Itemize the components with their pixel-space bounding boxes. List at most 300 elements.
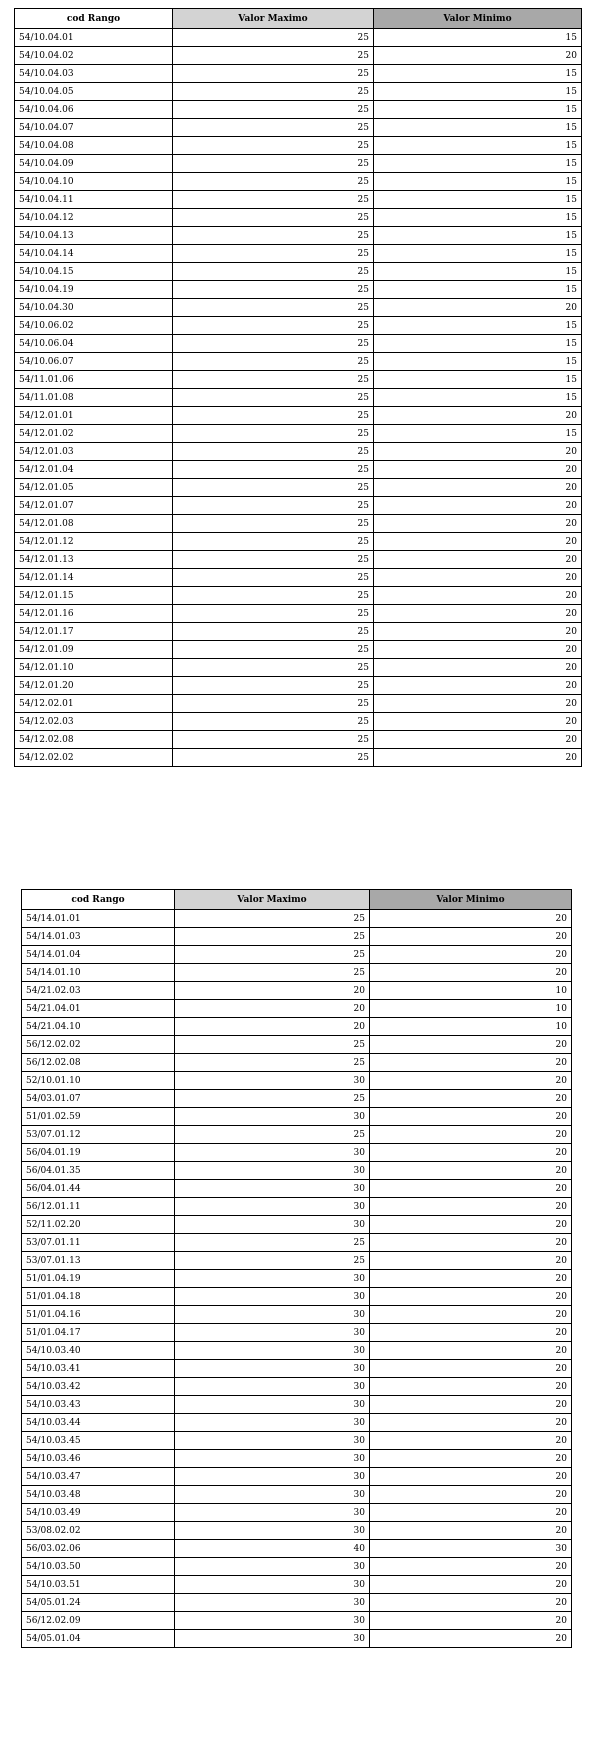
cell-cod-rango: 52/10.01.10 [22, 1072, 175, 1090]
cell-valor-minimo: 20 [370, 1216, 572, 1234]
cell-valor-minimo: 20 [370, 1360, 572, 1378]
cell-cod-rango: 54/11.01.06 [15, 371, 173, 389]
cell-valor-maximo: 30 [175, 1198, 370, 1216]
cell-valor-minimo: 20 [370, 1378, 572, 1396]
table-row [22, 1144, 572, 1162]
cell-valor-minimo: 20 [374, 749, 582, 767]
table-row [22, 1108, 572, 1126]
table-row [15, 479, 582, 497]
cell-cod-rango: 54/10.06.04 [15, 335, 173, 353]
table-row [15, 443, 582, 461]
cell-valor-maximo: 25 [173, 731, 374, 749]
cell-valor-maximo: 25 [175, 946, 370, 964]
table-row [22, 1000, 572, 1018]
range-table-bottom [21, 889, 572, 1648]
table-row [22, 1324, 572, 1342]
cell-valor-maximo: 30 [175, 1612, 370, 1630]
table-row [15, 587, 582, 605]
table-row [15, 245, 582, 263]
cell-valor-minimo: 20 [374, 299, 582, 317]
table-row [22, 1090, 572, 1108]
table-row [15, 101, 582, 119]
cell-valor-minimo: 20 [370, 1576, 572, 1594]
table-row [22, 1414, 572, 1432]
cell-cod-rango: 54/10.04.02 [15, 47, 173, 65]
cell-valor-maximo: 30 [175, 1360, 370, 1378]
cell-valor-minimo: 20 [370, 1486, 572, 1504]
cell-cod-rango: 54/10.03.40 [22, 1342, 175, 1360]
table-row [22, 1270, 572, 1288]
table-row [22, 1252, 572, 1270]
cell-valor-minimo: 20 [370, 1252, 572, 1270]
cell-valor-minimo: 20 [370, 1450, 572, 1468]
table-row [15, 299, 582, 317]
cell-cod-rango: 54/12.01.17 [15, 623, 173, 641]
cell-cod-rango: 54/14.01.10 [22, 964, 175, 982]
cell-valor-maximo: 30 [175, 1414, 370, 1432]
table-row [22, 1468, 572, 1486]
cell-valor-maximo: 25 [173, 317, 374, 335]
cell-cod-rango: 54/10.04.15 [15, 263, 173, 281]
cell-valor-minimo: 20 [370, 1036, 572, 1054]
table-row [15, 29, 582, 47]
cell-valor-maximo: 25 [173, 569, 374, 587]
cell-valor-minimo: 20 [370, 1090, 572, 1108]
cell-valor-minimo: 20 [370, 1396, 572, 1414]
cell-cod-rango: 54/10.04.11 [15, 191, 173, 209]
cell-valor-minimo: 20 [374, 731, 582, 749]
table-row [22, 1540, 572, 1558]
cell-valor-maximo: 25 [175, 910, 370, 928]
cell-valor-maximo: 20 [175, 982, 370, 1000]
table-row [22, 982, 572, 1000]
table-row [15, 47, 582, 65]
cell-valor-minimo: 15 [374, 425, 582, 443]
cell-cod-rango: 54/10.04.09 [15, 155, 173, 173]
cell-valor-minimo: 20 [374, 713, 582, 731]
cell-valor-minimo: 15 [374, 29, 582, 47]
table-row [22, 1036, 572, 1054]
cell-valor-maximo: 25 [173, 263, 374, 281]
cell-cod-rango: 54/10.04.14 [15, 245, 173, 263]
cell-valor-maximo: 30 [175, 1306, 370, 1324]
header-valor-maximo: Valor Maximo [173, 9, 374, 29]
cell-cod-rango: 54/12.01.04 [15, 461, 173, 479]
table-row [22, 1450, 572, 1468]
cell-cod-rango: 54/12.01.14 [15, 569, 173, 587]
cell-cod-rango: 54/10.03.43 [22, 1396, 175, 1414]
table-row [22, 1612, 572, 1630]
cell-valor-maximo: 25 [173, 191, 374, 209]
table-row [22, 1126, 572, 1144]
cell-valor-minimo: 20 [370, 1180, 572, 1198]
cell-valor-maximo: 25 [173, 695, 374, 713]
cell-valor-maximo: 30 [175, 1342, 370, 1360]
cell-cod-rango: 54/10.03.47 [22, 1468, 175, 1486]
cell-valor-minimo: 15 [374, 263, 582, 281]
table-row [22, 1234, 572, 1252]
cell-cod-rango: 54/10.04.12 [15, 209, 173, 227]
cell-cod-rango: 54/10.04.13 [15, 227, 173, 245]
cell-cod-rango: 51/01.04.19 [22, 1270, 175, 1288]
cell-cod-rango: 54/21.04.01 [22, 1000, 175, 1018]
cell-valor-maximo: 30 [175, 1162, 370, 1180]
table-row [15, 335, 582, 353]
cell-valor-maximo: 30 [175, 1072, 370, 1090]
table-header-row [15, 9, 582, 29]
cell-valor-maximo: 25 [173, 137, 374, 155]
cell-valor-minimo: 20 [370, 1288, 572, 1306]
cell-cod-rango: 54/11.01.08 [15, 389, 173, 407]
cell-valor-maximo: 25 [175, 1252, 370, 1270]
table-body [22, 910, 572, 1648]
cell-valor-minimo: 20 [370, 1270, 572, 1288]
cell-valor-maximo: 25 [173, 371, 374, 389]
table-row [15, 497, 582, 515]
cell-valor-maximo: 30 [175, 1288, 370, 1306]
cell-valor-minimo: 20 [374, 623, 582, 641]
cell-valor-maximo: 25 [173, 623, 374, 641]
cell-valor-maximo: 25 [173, 425, 374, 443]
cell-valor-minimo: 20 [370, 928, 572, 946]
cell-valor-minimo: 20 [374, 677, 582, 695]
cell-valor-minimo: 20 [370, 1072, 572, 1090]
table-row [15, 749, 582, 767]
table-row [15, 137, 582, 155]
table-row [15, 263, 582, 281]
table-row [15, 731, 582, 749]
table-row [15, 533, 582, 551]
header-valor-maximo: Valor Maximo [175, 890, 370, 910]
table-row [22, 910, 572, 928]
cell-valor-maximo: 25 [173, 353, 374, 371]
cell-valor-minimo: 15 [374, 101, 582, 119]
table-row [15, 227, 582, 245]
cell-valor-maximo: 25 [173, 479, 374, 497]
cell-valor-minimo: 20 [374, 695, 582, 713]
cell-valor-maximo: 25 [173, 227, 374, 245]
cell-cod-rango: 56/04.01.44 [22, 1180, 175, 1198]
cell-cod-rango: 54/10.06.02 [15, 317, 173, 335]
cell-valor-minimo: 20 [374, 587, 582, 605]
cell-cod-rango: 54/12.01.15 [15, 587, 173, 605]
cell-valor-maximo: 25 [173, 641, 374, 659]
cell-valor-maximo: 30 [175, 1270, 370, 1288]
table-row [22, 1288, 572, 1306]
cell-valor-maximo: 25 [173, 281, 374, 299]
cell-valor-maximo: 30 [175, 1558, 370, 1576]
cell-valor-maximo: 25 [173, 101, 374, 119]
table-row [15, 695, 582, 713]
cell-valor-minimo: 20 [374, 479, 582, 497]
cell-cod-rango: 54/10.04.30 [15, 299, 173, 317]
cell-valor-maximo: 25 [175, 964, 370, 982]
cell-cod-rango: 56/04.01.35 [22, 1162, 175, 1180]
table-body [15, 29, 582, 767]
cell-valor-maximo: 25 [173, 461, 374, 479]
cell-valor-maximo: 25 [173, 605, 374, 623]
cell-valor-minimo: 15 [374, 191, 582, 209]
cell-cod-rango: 54/10.03.51 [22, 1576, 175, 1594]
cell-cod-rango: 54/12.01.08 [15, 515, 173, 533]
cell-cod-rango: 54/10.06.07 [15, 353, 173, 371]
cell-valor-minimo: 20 [374, 533, 582, 551]
cell-valor-maximo: 30 [175, 1378, 370, 1396]
cell-cod-rango: 54/14.01.03 [22, 928, 175, 946]
cell-valor-maximo: 25 [173, 83, 374, 101]
cell-cod-rango: 54/10.04.10 [15, 173, 173, 191]
cell-valor-maximo: 40 [175, 1540, 370, 1558]
cell-cod-rango: 54/14.01.04 [22, 946, 175, 964]
table-row [22, 1396, 572, 1414]
cell-valor-maximo: 30 [175, 1522, 370, 1540]
cell-cod-rango: 51/01.04.16 [22, 1306, 175, 1324]
cell-valor-minimo: 20 [374, 497, 582, 515]
table-row [22, 1576, 572, 1594]
table-row [15, 119, 582, 137]
header-valor-minimo: Valor Minimo [370, 890, 572, 910]
cell-valor-minimo: 15 [374, 137, 582, 155]
cell-valor-maximo: 30 [175, 1432, 370, 1450]
cell-cod-rango: 54/12.01.09 [15, 641, 173, 659]
cell-valor-maximo: 25 [173, 677, 374, 695]
cell-cod-rango: 54/10.04.07 [15, 119, 173, 137]
table-row [22, 1072, 572, 1090]
cell-valor-minimo: 20 [374, 407, 582, 425]
range-table-top [14, 8, 582, 767]
cell-cod-rango: 54/12.01.10 [15, 659, 173, 677]
cell-valor-minimo: 20 [370, 1126, 572, 1144]
cell-valor-minimo: 15 [374, 155, 582, 173]
cell-valor-maximo: 25 [173, 245, 374, 263]
cell-valor-minimo: 15 [374, 371, 582, 389]
table-row [15, 551, 582, 569]
cell-cod-rango: 53/07.01.13 [22, 1252, 175, 1270]
cell-valor-minimo: 20 [374, 641, 582, 659]
cell-valor-maximo: 30 [175, 1504, 370, 1522]
cell-valor-maximo: 30 [175, 1486, 370, 1504]
cell-cod-rango: 56/04.01.19 [22, 1144, 175, 1162]
cell-valor-minimo: 10 [370, 982, 572, 1000]
cell-valor-maximo: 30 [175, 1594, 370, 1612]
cell-valor-minimo: 20 [374, 551, 582, 569]
cell-valor-minimo: 20 [370, 1558, 572, 1576]
table-row [22, 1504, 572, 1522]
cell-valor-minimo: 20 [370, 946, 572, 964]
cell-valor-maximo: 25 [173, 47, 374, 65]
table-row [22, 1180, 572, 1198]
cell-valor-maximo: 25 [173, 659, 374, 677]
cell-cod-rango: 51/01.04.18 [22, 1288, 175, 1306]
cell-cod-rango: 54/10.04.05 [15, 83, 173, 101]
table-row [15, 677, 582, 695]
cell-valor-maximo: 30 [175, 1324, 370, 1342]
cell-cod-rango: 56/12.02.08 [22, 1054, 175, 1072]
table-row [22, 1360, 572, 1378]
cell-valor-minimo: 20 [374, 443, 582, 461]
cell-valor-minimo: 15 [374, 317, 582, 335]
header-valor-minimo: Valor Minimo [374, 9, 582, 29]
cell-cod-rango: 54/03.01.07 [22, 1090, 175, 1108]
cell-cod-rango: 54/12.01.13 [15, 551, 173, 569]
cell-cod-rango: 54/12.01.20 [15, 677, 173, 695]
cell-valor-maximo: 25 [175, 1234, 370, 1252]
cell-valor-minimo: 20 [374, 659, 582, 677]
cell-valor-minimo: 15 [374, 353, 582, 371]
cell-valor-minimo: 10 [370, 1018, 572, 1036]
cell-valor-maximo: 20 [175, 1000, 370, 1018]
table-row [22, 1054, 572, 1072]
cell-valor-maximo: 30 [175, 1216, 370, 1234]
cell-cod-rango: 56/03.02.06 [22, 1540, 175, 1558]
cell-valor-maximo: 25 [175, 1090, 370, 1108]
cell-valor-maximo: 30 [175, 1180, 370, 1198]
table-row [22, 1594, 572, 1612]
cell-valor-minimo: 20 [370, 1432, 572, 1450]
cell-cod-rango: 54/12.01.07 [15, 497, 173, 515]
cell-valor-minimo: 20 [370, 1594, 572, 1612]
cell-valor-minimo: 15 [374, 119, 582, 137]
cell-cod-rango: 56/12.02.09 [22, 1612, 175, 1630]
table-header-row [22, 890, 572, 910]
cell-cod-rango: 54/12.01.01 [15, 407, 173, 425]
cell-valor-minimo: 20 [370, 1522, 572, 1540]
header-cod-rango: cod Rango [22, 890, 175, 910]
table-row [15, 371, 582, 389]
cell-valor-minimo: 20 [374, 515, 582, 533]
table-row [22, 1216, 572, 1234]
table-row [15, 461, 582, 479]
cell-cod-rango: 54/21.04.10 [22, 1018, 175, 1036]
table-row [15, 407, 582, 425]
cell-valor-maximo: 25 [173, 29, 374, 47]
cell-valor-minimo: 20 [370, 1054, 572, 1072]
cell-valor-minimo: 15 [374, 65, 582, 83]
cell-cod-rango: 56/12.01.11 [22, 1198, 175, 1216]
cell-valor-minimo: 20 [370, 1198, 572, 1216]
table-row [15, 569, 582, 587]
cell-cod-rango: 54/12.01.03 [15, 443, 173, 461]
cell-cod-rango: 51/01.04.17 [22, 1324, 175, 1342]
cell-valor-maximo: 20 [175, 1018, 370, 1036]
cell-valor-maximo: 25 [173, 119, 374, 137]
table-row [15, 281, 582, 299]
table-row [15, 209, 582, 227]
table-row [22, 928, 572, 946]
cell-cod-rango: 54/10.03.42 [22, 1378, 175, 1396]
cell-valor-maximo: 25 [173, 443, 374, 461]
table-row [15, 191, 582, 209]
cell-valor-minimo: 20 [370, 910, 572, 928]
cell-valor-maximo: 25 [175, 928, 370, 946]
cell-valor-minimo: 15 [374, 389, 582, 407]
cell-valor-minimo: 20 [374, 569, 582, 587]
table-row [15, 389, 582, 407]
cell-valor-minimo: 20 [370, 1108, 572, 1126]
cell-valor-maximo: 25 [173, 551, 374, 569]
cell-valor-minimo: 20 [370, 1162, 572, 1180]
table-row [15, 353, 582, 371]
table-row [22, 946, 572, 964]
cell-valor-maximo: 30 [175, 1450, 370, 1468]
cell-valor-maximo: 25 [173, 299, 374, 317]
cell-cod-rango: 54/12.01.05 [15, 479, 173, 497]
table-row [22, 1378, 572, 1396]
cell-valor-minimo: 15 [374, 245, 582, 263]
table-row [22, 1306, 572, 1324]
cell-valor-minimo: 20 [370, 1306, 572, 1324]
cell-valor-minimo: 15 [374, 83, 582, 101]
cell-cod-rango: 54/10.03.49 [22, 1504, 175, 1522]
cell-cod-rango: 53/07.01.11 [22, 1234, 175, 1252]
cell-valor-minimo: 20 [370, 1234, 572, 1252]
cell-valor-minimo: 10 [370, 1000, 572, 1018]
cell-cod-rango: 53/08.02.02 [22, 1522, 175, 1540]
table-row [22, 1198, 572, 1216]
table-row [15, 515, 582, 533]
cell-valor-minimo: 15 [374, 209, 582, 227]
cell-valor-maximo: 25 [173, 65, 374, 83]
cell-valor-maximo: 30 [175, 1144, 370, 1162]
cell-valor-maximo: 25 [173, 749, 374, 767]
table-row [15, 155, 582, 173]
table-row [15, 605, 582, 623]
cell-cod-rango: 54/10.03.46 [22, 1450, 175, 1468]
cell-cod-rango: 54/10.03.48 [22, 1486, 175, 1504]
cell-valor-minimo: 20 [370, 1144, 572, 1162]
cell-valor-maximo: 30 [175, 1396, 370, 1414]
table-row [15, 713, 582, 731]
cell-cod-rango: 54/12.02.01 [15, 695, 173, 713]
cell-valor-minimo: 15 [374, 335, 582, 353]
table-row [22, 1558, 572, 1576]
cell-valor-maximo: 25 [173, 533, 374, 551]
cell-valor-minimo: 15 [374, 227, 582, 245]
cell-valor-minimo: 20 [370, 1414, 572, 1432]
table-row [15, 641, 582, 659]
cell-cod-rango: 54/10.04.08 [15, 137, 173, 155]
cell-valor-maximo: 25 [173, 497, 374, 515]
cell-valor-minimo: 20 [370, 1468, 572, 1486]
cell-cod-rango: 54/12.01.12 [15, 533, 173, 551]
cell-cod-rango: 54/10.03.50 [22, 1558, 175, 1576]
cell-valor-minimo: 20 [374, 605, 582, 623]
table-row [22, 1342, 572, 1360]
cell-cod-rango: 54/10.04.03 [15, 65, 173, 83]
table-row [15, 173, 582, 191]
cell-valor-minimo: 15 [374, 281, 582, 299]
cell-valor-minimo: 20 [370, 964, 572, 982]
cell-valor-maximo: 25 [173, 713, 374, 731]
cell-valor-minimo: 20 [374, 47, 582, 65]
cell-valor-maximo: 25 [173, 587, 374, 605]
table-row [22, 1630, 572, 1648]
table-row [22, 1432, 572, 1450]
cell-cod-rango: 54/10.03.41 [22, 1360, 175, 1378]
cell-valor-minimo: 20 [370, 1630, 572, 1648]
cell-valor-minimo: 30 [370, 1540, 572, 1558]
cell-cod-rango: 52/11.02.20 [22, 1216, 175, 1234]
table-row [22, 1486, 572, 1504]
cell-valor-minimo: 20 [370, 1504, 572, 1522]
cell-cod-rango: 54/10.04.01 [15, 29, 173, 47]
cell-valor-maximo: 30 [175, 1630, 370, 1648]
cell-valor-maximo: 25 [173, 407, 374, 425]
table-row [15, 65, 582, 83]
table-row [15, 317, 582, 335]
cell-valor-maximo: 25 [173, 209, 374, 227]
table-row [22, 1018, 572, 1036]
